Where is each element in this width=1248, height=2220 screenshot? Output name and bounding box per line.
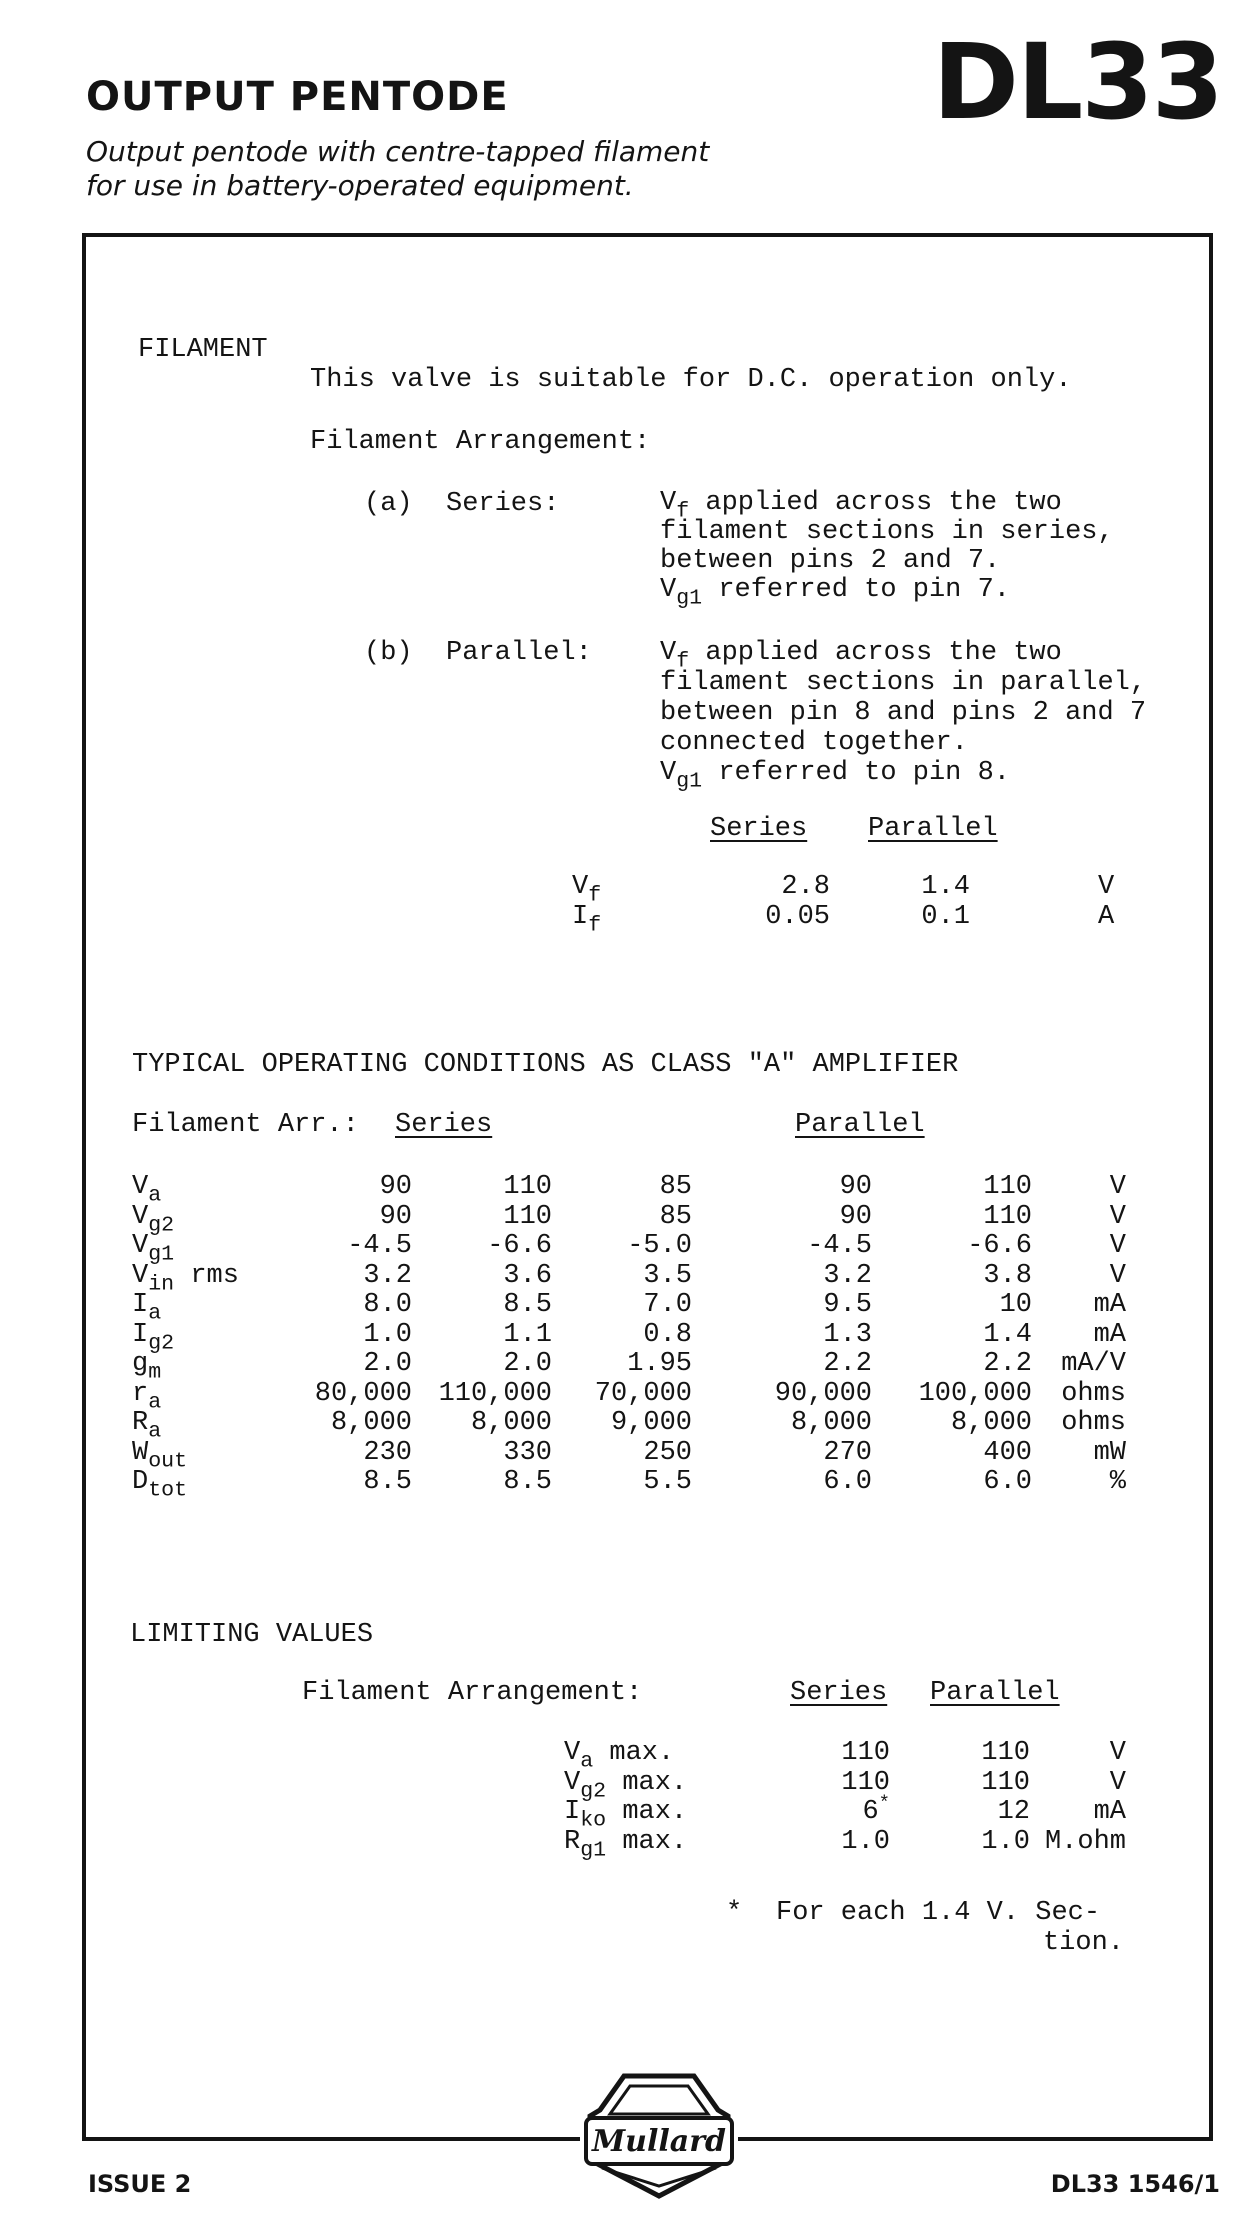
series-marker: (a) [364, 489, 413, 519]
typical-series-label: Series [395, 1110, 493, 1140]
typical-value: 110 [983, 1202, 1032, 1232]
typical-value: 9,000 [610, 1408, 692, 1438]
series-label: Series: [446, 489, 560, 519]
symbol-subscript: ko [580, 1808, 607, 1833]
typical-unit: ohms [1061, 1408, 1126, 1438]
limiting-col-series: Series [790, 1678, 888, 1708]
typical-value: 8.5 [363, 1467, 412, 1497]
parallel-desc-line-1: applied across the two [689, 638, 1062, 668]
typical-unit: mA [1093, 1320, 1126, 1350]
sheet-reference: DL33 1546/1 [1050, 2170, 1220, 2198]
typical-value: 3.2 [823, 1261, 872, 1291]
symbol-subscript: tot [148, 1478, 188, 1503]
typical-symbol [132, 1438, 188, 1474]
footnote-line-1: For each 1.4 V. Sec- [776, 1898, 1101, 1928]
symbol-main: I [564, 1797, 581, 1827]
typical-value: 10 [999, 1290, 1032, 1320]
typical-value: 8.0 [363, 1290, 412, 1320]
series-desc-line-2: filament sections in series, [660, 517, 1114, 547]
typical-unit: mW [1093, 1438, 1126, 1468]
symbol-main: r [132, 1379, 149, 1409]
typical-unit: V [1109, 1172, 1126, 1202]
series-description: $V_f$ applied across the two filament sections in series, between pins 2 and 7. $V_{g1}$ referred to pin 7. [660, 488, 1114, 611]
typical-arr-label: Filament Arr.: [132, 1110, 359, 1140]
typical-value: 85 [659, 1172, 692, 1202]
typical-symbol [132, 1172, 162, 1208]
subtitle [86, 135, 709, 203]
page-title: OUTPUT PENTODE [86, 74, 509, 120]
issue-label: ISSUE 2 [88, 2170, 192, 2198]
symbol-main: V [132, 1231, 149, 1261]
typical-symbol [132, 1290, 162, 1326]
limiting-col-parallel: Parallel [930, 1678, 1060, 1708]
symbol-main: V [132, 1261, 149, 1291]
typical-value: 3.6 [503, 1261, 552, 1291]
subtitle-line-2: for use in battery-operated equipment. [86, 169, 634, 202]
limiting-series-value [770, 1738, 890, 1768]
limiting-unit: V [1109, 1768, 1126, 1798]
limiting-parallel-value: 12 [997, 1797, 1030, 1827]
symbol-subscript: a [148, 1183, 162, 1208]
symbol-suffix: max. [606, 1768, 688, 1798]
symbol-subscript: a [580, 1749, 594, 1774]
parallel-description: $V_f$ applied across the two filament sections in parallel, between pin 8 and pins 2 and 7 connected together. $V_{g1}$ referred to pin 8. [660, 638, 1147, 794]
typical-symbol [132, 1320, 175, 1356]
limiting-arrangement-label: Filament Arrangement: [302, 1678, 643, 1708]
typical-unit: ohms [1061, 1379, 1126, 1409]
typical-value: 1.3 [823, 1320, 872, 1350]
filament-col-parallel: Parallel [868, 814, 998, 844]
parallel-marker: (b) [364, 638, 413, 668]
typical-value: 110 [503, 1202, 552, 1232]
filament-note: This valve is suitable for D.C. operation only. [310, 365, 1072, 395]
typical-symbol [132, 1231, 175, 1267]
typical-value: 1.95 [627, 1349, 692, 1379]
typical-value: 85 [659, 1202, 692, 1232]
filament-arrangement-label: Filament Arrangement: [310, 427, 651, 457]
typical-unit: V [1109, 1202, 1126, 1232]
symbol-main: I [132, 1320, 149, 1350]
typical-value: 230 [363, 1438, 412, 1468]
typical-value: 330 [503, 1438, 552, 1468]
typical-value: 90 [839, 1202, 872, 1232]
typical-symbol [132, 1261, 239, 1297]
symbol-main: g [132, 1349, 149, 1379]
typical-value: 8.5 [503, 1290, 552, 1320]
typical-value: 110 [983, 1172, 1032, 1202]
filament-symbols [572, 872, 602, 938]
typical-value: 8,000 [790, 1408, 872, 1438]
typical-value: 9.5 [823, 1290, 872, 1320]
typical-value: 250 [643, 1438, 692, 1468]
symbol-suffix: max. [606, 1797, 688, 1827]
typical-value: 6.0 [823, 1467, 872, 1497]
typical-value: 6.0 [983, 1467, 1032, 1497]
typical-value: 2.2 [823, 1349, 872, 1379]
typical-value: 110,000 [438, 1379, 552, 1409]
filament-col-series: Series [710, 814, 808, 844]
vf-unit: V [1098, 872, 1115, 902]
symbol-subscript: a [148, 1301, 162, 1326]
typical-value: 70,000 [594, 1379, 692, 1409]
symbol-main: V [564, 1738, 581, 1768]
typical-value: 5.5 [643, 1467, 692, 1497]
typical-unit: % [1109, 1467, 1126, 1497]
symbol-main: R [132, 1408, 149, 1438]
limiting-series-value [770, 1768, 890, 1798]
typical-unit: mA [1093, 1290, 1126, 1320]
symbol-subscript: in [148, 1272, 175, 1297]
subtitle-line-1: Output pentode with centre-tapped filament [86, 135, 710, 168]
typical-value: 8,000 [950, 1408, 1032, 1438]
symbol-subscript: a [148, 1390, 162, 1415]
typical-value: 1.1 [503, 1320, 552, 1350]
limiting-series-number: 6 [862, 1797, 879, 1827]
series-desc-line-3: between pins 2 and 7. [660, 546, 1001, 576]
footnote-mark: * [726, 1898, 743, 1928]
if-unit: A [1098, 902, 1115, 932]
limiting-heading: LIMITING VALUES [130, 1620, 374, 1650]
parallel-label: Parallel: [446, 638, 592, 668]
typical-value: 100,000 [918, 1379, 1032, 1409]
series-desc-line-4: referred to pin 7. [702, 575, 1010, 605]
limiting-parallel-value: 1.0 [981, 1827, 1030, 1857]
limiting-symbol [564, 1738, 675, 1774]
mullard-logo [580, 2072, 738, 2200]
footnote-ref: * [878, 1792, 890, 1814]
symbol-subscript: g1 [580, 1838, 607, 1863]
limiting-unit: mA [1093, 1797, 1126, 1827]
symbol-if: $I_f$ [572, 902, 602, 938]
typical-value: 8.5 [503, 1467, 552, 1497]
typical-value: -4.5 [807, 1231, 872, 1261]
symbol-subscript: m [148, 1360, 162, 1385]
vf-parallel: 1.4 [921, 872, 970, 902]
valve-code: DL33 [932, 21, 1222, 143]
typical-value: -5.0 [627, 1231, 692, 1261]
parallel-desc-line-3: between pin 8 and pins 2 and 7 [660, 698, 1147, 728]
parallel-desc-line-5: referred to pin 8. [702, 758, 1010, 788]
symbol-main: R [564, 1827, 581, 1857]
typical-value: 2.2 [983, 1349, 1032, 1379]
if-series: 0.05 [765, 902, 830, 932]
limiting-unit: V [1109, 1738, 1126, 1768]
typical-value: 8,000 [330, 1408, 412, 1438]
vf-series: 2.8 [781, 872, 830, 902]
typical-value: 7.0 [643, 1290, 692, 1320]
typical-value: 80,000 [314, 1379, 412, 1409]
typical-value: -4.5 [347, 1231, 412, 1261]
symbol-main: V [132, 1172, 149, 1202]
limiting-symbol [564, 1768, 688, 1804]
symbol-main: V [132, 1202, 149, 1232]
typical-value: 8,000 [470, 1408, 552, 1438]
parallel-desc-line-4: connected together. [660, 728, 968, 758]
limiting-parallel-value: 110 [981, 1738, 1030, 1768]
typical-value: 1.0 [363, 1320, 412, 1350]
typical-value: -6.6 [967, 1231, 1032, 1261]
typical-symbol [132, 1467, 188, 1503]
typical-value: 90 [839, 1172, 872, 1202]
typical-parallel-label: Parallel [795, 1110, 925, 1140]
symbol-subscript: g1 [148, 1242, 175, 1267]
symbol-subscript: out [148, 1449, 188, 1474]
typical-value: 400 [983, 1438, 1032, 1468]
if-parallel: 0.1 [921, 902, 970, 932]
typical-value: 0.8 [643, 1320, 692, 1350]
typical-unit: mA/V [1061, 1349, 1126, 1379]
filament-heading: FILAMENT [138, 335, 268, 365]
parallel-desc-line-2: filament sections in parallel, [660, 668, 1147, 698]
logo-wordmark: Mullard [591, 2124, 727, 2159]
limiting-series-number: 110 [841, 1738, 890, 1768]
typical-symbol [132, 1202, 175, 1238]
typical-value: -6.6 [487, 1231, 552, 1261]
typical-value: 90 [379, 1202, 412, 1232]
typical-symbol [132, 1408, 162, 1444]
symbol-subscript: a [148, 1419, 162, 1444]
footnote-line-2: tion. [1042, 1928, 1124, 1958]
limiting-series-number: 1.0 [841, 1827, 890, 1857]
typical-value: 3.5 [643, 1261, 692, 1291]
typical-value: 3.8 [983, 1261, 1032, 1291]
symbol-suffix: max. [593, 1738, 675, 1768]
typical-value: 1.4 [983, 1320, 1032, 1350]
symbol-suffix: max. [606, 1827, 688, 1857]
limiting-symbol [564, 1797, 688, 1833]
symbol-main: D [132, 1467, 149, 1497]
symbol-subscript: g2 [148, 1331, 175, 1356]
limiting-unit: M.ohm [1044, 1827, 1126, 1857]
typical-value: 110 [503, 1172, 552, 1202]
typical-value: 270 [823, 1438, 872, 1468]
symbol-suffix: rms [174, 1261, 239, 1291]
limiting-parallel-value: 110 [981, 1768, 1030, 1798]
typical-unit: V [1109, 1231, 1126, 1261]
limiting-symbol [564, 1827, 688, 1863]
symbol-subscript: g2 [580, 1779, 607, 1804]
symbol-vf: $V_f$ [572, 872, 602, 908]
limiting-series-value [770, 1827, 890, 1857]
symbol-main: W [132, 1438, 149, 1468]
typical-value: 3.2 [363, 1261, 412, 1291]
series-desc-line-1: applied across the two [689, 488, 1062, 518]
typical-value: 90,000 [774, 1379, 872, 1409]
typical-value: 2.0 [363, 1349, 412, 1379]
typical-value: 90 [379, 1172, 412, 1202]
limiting-series-value [770, 1792, 890, 1827]
typical-value: 2.0 [503, 1349, 552, 1379]
symbol-subscript: g2 [148, 1213, 175, 1238]
typical-symbol [132, 1349, 162, 1385]
limiting-series-number: 110 [841, 1768, 890, 1798]
symbol-main: V [564, 1768, 581, 1798]
typical-unit: V [1109, 1261, 1126, 1291]
typical-symbol [132, 1379, 162, 1415]
symbol-main: I [132, 1290, 149, 1320]
typical-heading: TYPICAL OPERATING CONDITIONS AS CLASS "A" AMPLIFIER [132, 1050, 959, 1080]
